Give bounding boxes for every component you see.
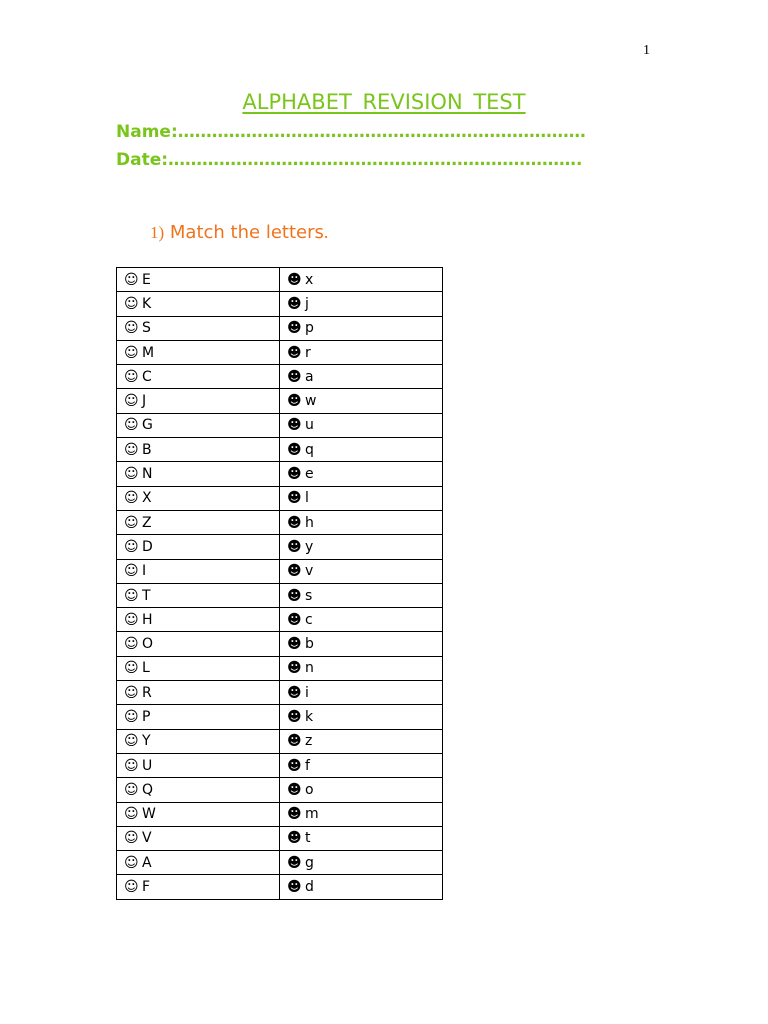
uppercase-cell bbox=[117, 365, 280, 389]
uppercase-letter: Q bbox=[142, 781, 154, 798]
smiley-filled-icon: ☻ bbox=[287, 708, 302, 725]
smiley-outline-icon: ☺ bbox=[124, 636, 139, 653]
lowercase-letter: l bbox=[305, 490, 309, 507]
lowercase-cell bbox=[280, 826, 443, 850]
smiley-filled-icon: ☻ bbox=[287, 466, 302, 483]
exercise-number: 1) bbox=[150, 223, 165, 242]
table-row bbox=[117, 875, 443, 899]
uppercase-cell bbox=[117, 608, 280, 632]
uppercase-cell bbox=[117, 486, 280, 510]
table-row bbox=[117, 778, 443, 802]
uppercase-cell bbox=[117, 438, 280, 462]
smiley-filled-icon: ☻ bbox=[287, 879, 302, 896]
lowercase-cell bbox=[280, 292, 443, 316]
lowercase-cell bbox=[280, 462, 443, 486]
smiley-filled-icon: ☻ bbox=[287, 660, 302, 677]
uppercase-letter: Y bbox=[142, 733, 151, 750]
lowercase-letter: b bbox=[305, 636, 314, 653]
lowercase-letter: q bbox=[305, 441, 314, 458]
smiley-filled-icon: ☻ bbox=[287, 757, 302, 774]
uppercase-cell bbox=[117, 681, 280, 705]
lowercase-cell bbox=[280, 316, 443, 340]
uppercase-cell bbox=[117, 802, 280, 826]
lowercase-letter: p bbox=[305, 320, 314, 337]
table-row bbox=[117, 729, 443, 753]
smiley-outline-icon: ☺ bbox=[124, 490, 139, 507]
smiley-outline-icon: ☺ bbox=[124, 708, 139, 725]
smiley-filled-icon: ☻ bbox=[287, 563, 302, 580]
uppercase-letter: V bbox=[142, 830, 152, 847]
smiley-outline-icon: ☺ bbox=[124, 466, 139, 483]
lowercase-letter: x bbox=[305, 271, 314, 288]
uppercase-letter: Z bbox=[142, 514, 152, 531]
smiley-filled-icon: ☻ bbox=[287, 806, 302, 823]
table-row bbox=[117, 656, 443, 680]
smiley-filled-icon: ☻ bbox=[287, 393, 302, 410]
lowercase-letter: t bbox=[305, 830, 311, 847]
lowercase-cell bbox=[280, 632, 443, 656]
uppercase-cell bbox=[117, 292, 280, 316]
uppercase-letter: M bbox=[142, 344, 155, 361]
uppercase-cell bbox=[117, 268, 280, 292]
table-row bbox=[117, 559, 443, 583]
uppercase-letter: J bbox=[142, 393, 147, 410]
exercise-period: . bbox=[323, 222, 329, 242]
lowercase-letter: j bbox=[305, 295, 309, 312]
smiley-outline-icon: ☺ bbox=[124, 806, 139, 823]
smiley-outline-icon: ☺ bbox=[124, 587, 139, 604]
smiley-outline-icon: ☺ bbox=[124, 441, 139, 458]
lowercase-cell bbox=[280, 875, 443, 899]
lowercase-letter: w bbox=[305, 393, 317, 410]
smiley-filled-icon: ☻ bbox=[287, 295, 302, 312]
uppercase-letter: I bbox=[142, 563, 147, 580]
uppercase-letter: C bbox=[142, 368, 152, 385]
lowercase-cell bbox=[280, 778, 443, 802]
uppercase-cell bbox=[117, 316, 280, 340]
uppercase-cell bbox=[117, 632, 280, 656]
smiley-outline-icon: ☺ bbox=[124, 393, 139, 410]
lowercase-cell bbox=[280, 438, 443, 462]
smiley-filled-icon: ☻ bbox=[287, 636, 302, 653]
lowercase-letter: c bbox=[305, 611, 313, 628]
uppercase-letter: L bbox=[142, 660, 150, 677]
smiley-filled-icon: ☻ bbox=[287, 854, 302, 871]
uppercase-letter: U bbox=[142, 757, 153, 774]
page-title: ALPHABET REVISION TEST bbox=[242, 90, 526, 114]
uppercase-cell bbox=[117, 729, 280, 753]
uppercase-letter: R bbox=[142, 684, 152, 701]
exercise-instruction bbox=[150, 222, 328, 243]
uppercase-cell bbox=[117, 340, 280, 364]
name-field: Name:……………………………………………………………… bbox=[116, 122, 586, 142]
smiley-filled-icon: ☻ bbox=[287, 344, 302, 361]
uppercase-letter: P bbox=[142, 708, 151, 725]
smiley-outline-icon: ☺ bbox=[124, 514, 139, 531]
table-row bbox=[117, 583, 443, 607]
smiley-outline-icon: ☺ bbox=[124, 757, 139, 774]
lowercase-cell bbox=[280, 656, 443, 680]
smiley-filled-icon: ☻ bbox=[287, 320, 302, 337]
lowercase-letter: y bbox=[305, 538, 314, 555]
lowercase-cell bbox=[280, 681, 443, 705]
smiley-outline-icon: ☺ bbox=[124, 295, 139, 312]
lowercase-letter: g bbox=[305, 854, 314, 871]
smiley-outline-icon: ☺ bbox=[124, 854, 139, 871]
lowercase-cell bbox=[280, 340, 443, 364]
lowercase-letter: o bbox=[305, 781, 314, 798]
smiley-filled-icon: ☻ bbox=[287, 781, 302, 798]
smiley-outline-icon: ☺ bbox=[124, 611, 139, 628]
lowercase-cell bbox=[280, 510, 443, 534]
smiley-filled-icon: ☻ bbox=[287, 490, 302, 507]
uppercase-letter: D bbox=[142, 538, 153, 555]
table-row bbox=[117, 608, 443, 632]
uppercase-letter: A bbox=[142, 854, 152, 871]
smiley-filled-icon: ☻ bbox=[287, 587, 302, 604]
table-row bbox=[117, 268, 443, 292]
uppercase-cell bbox=[117, 583, 280, 607]
uppercase-cell bbox=[117, 510, 280, 534]
uppercase-cell bbox=[117, 826, 280, 850]
table-row bbox=[117, 413, 443, 437]
page-number: 1 bbox=[643, 43, 650, 58]
lowercase-cell bbox=[280, 851, 443, 875]
uppercase-letter: S bbox=[142, 320, 151, 337]
lowercase-cell bbox=[280, 753, 443, 777]
smiley-filled-icon: ☻ bbox=[287, 733, 302, 750]
table-row bbox=[117, 510, 443, 534]
smiley-filled-icon: ☻ bbox=[287, 441, 302, 458]
lowercase-letter: e bbox=[305, 466, 314, 483]
table-row bbox=[117, 851, 443, 875]
uppercase-letter: E bbox=[142, 271, 151, 288]
uppercase-letter: N bbox=[142, 466, 153, 483]
table-row bbox=[117, 535, 443, 559]
lowercase-cell bbox=[280, 486, 443, 510]
lowercase-letter: m bbox=[305, 806, 319, 823]
table-row bbox=[117, 705, 443, 729]
uppercase-letter: G bbox=[142, 417, 153, 434]
smiley-outline-icon: ☺ bbox=[124, 781, 139, 798]
lowercase-letter: d bbox=[305, 879, 314, 896]
lowercase-cell bbox=[280, 413, 443, 437]
table-row bbox=[117, 389, 443, 413]
lowercase-letter: a bbox=[305, 368, 314, 385]
date-field: Date:………………………………………………………………. bbox=[116, 150, 583, 170]
matching-table bbox=[116, 267, 443, 900]
uppercase-letter: K bbox=[142, 295, 152, 312]
uppercase-cell bbox=[117, 851, 280, 875]
uppercase-cell bbox=[117, 656, 280, 680]
uppercase-letter: B bbox=[142, 441, 152, 458]
table-row bbox=[117, 365, 443, 389]
smiley-outline-icon: ☺ bbox=[124, 879, 139, 896]
uppercase-cell bbox=[117, 389, 280, 413]
table-row bbox=[117, 340, 443, 364]
smiley-outline-icon: ☺ bbox=[124, 660, 139, 677]
lowercase-cell bbox=[280, 535, 443, 559]
smiley-filled-icon: ☻ bbox=[287, 538, 302, 555]
uppercase-letter: T bbox=[142, 587, 151, 604]
smiley-filled-icon: ☻ bbox=[287, 368, 302, 385]
smiley-filled-icon: ☻ bbox=[287, 417, 302, 434]
lowercase-cell bbox=[280, 559, 443, 583]
lowercase-cell bbox=[280, 365, 443, 389]
uppercase-cell bbox=[117, 535, 280, 559]
smiley-filled-icon: ☻ bbox=[287, 514, 302, 531]
table-row bbox=[117, 753, 443, 777]
smiley-filled-icon: ☻ bbox=[287, 271, 302, 288]
uppercase-letter: O bbox=[142, 636, 154, 653]
lowercase-cell bbox=[280, 268, 443, 292]
lowercase-letter: i bbox=[305, 684, 309, 701]
table-row bbox=[117, 826, 443, 850]
uppercase-cell bbox=[117, 778, 280, 802]
uppercase-cell bbox=[117, 875, 280, 899]
lowercase-cell bbox=[280, 705, 443, 729]
smiley-outline-icon: ☺ bbox=[124, 320, 139, 337]
table-row bbox=[117, 486, 443, 510]
smiley-outline-icon: ☺ bbox=[124, 733, 139, 750]
smiley-filled-icon: ☻ bbox=[287, 684, 302, 701]
uppercase-cell bbox=[117, 753, 280, 777]
smiley-outline-icon: ☺ bbox=[124, 271, 139, 288]
table-row bbox=[117, 462, 443, 486]
lowercase-letter: h bbox=[305, 514, 314, 531]
smiley-outline-icon: ☺ bbox=[124, 368, 139, 385]
uppercase-letter: X bbox=[142, 490, 152, 507]
uppercase-letter: F bbox=[142, 879, 151, 896]
lowercase-letter: z bbox=[305, 733, 313, 750]
smiley-outline-icon: ☺ bbox=[124, 830, 139, 847]
table-row bbox=[117, 438, 443, 462]
lowercase-cell bbox=[280, 608, 443, 632]
lowercase-letter: f bbox=[305, 757, 310, 774]
exercise-text: Match the letters bbox=[169, 222, 324, 243]
smiley-filled-icon: ☻ bbox=[287, 611, 302, 628]
smiley-outline-icon: ☺ bbox=[124, 538, 139, 555]
table-row bbox=[117, 292, 443, 316]
uppercase-cell bbox=[117, 462, 280, 486]
lowercase-letter: s bbox=[305, 587, 313, 604]
smiley-outline-icon: ☺ bbox=[124, 417, 139, 434]
smiley-outline-icon: ☺ bbox=[124, 684, 139, 701]
uppercase-cell bbox=[117, 705, 280, 729]
lowercase-letter: r bbox=[305, 344, 311, 361]
table-row bbox=[117, 632, 443, 656]
smiley-outline-icon: ☺ bbox=[124, 563, 139, 580]
uppercase-cell bbox=[117, 559, 280, 583]
lowercase-letter: v bbox=[305, 563, 314, 580]
uppercase-letter: W bbox=[142, 806, 156, 823]
table-row bbox=[117, 802, 443, 826]
table-row bbox=[117, 316, 443, 340]
lowercase-letter: u bbox=[305, 417, 314, 434]
lowercase-cell bbox=[280, 389, 443, 413]
smiley-outline-icon: ☺ bbox=[124, 344, 139, 361]
lowercase-letter: k bbox=[305, 708, 314, 725]
lowercase-cell bbox=[280, 729, 443, 753]
lowercase-cell bbox=[280, 802, 443, 826]
smiley-filled-icon: ☻ bbox=[287, 830, 302, 847]
table-row bbox=[117, 681, 443, 705]
lowercase-cell bbox=[280, 583, 443, 607]
uppercase-cell bbox=[117, 413, 280, 437]
uppercase-letter: H bbox=[142, 611, 153, 628]
lowercase-letter: n bbox=[305, 660, 314, 677]
